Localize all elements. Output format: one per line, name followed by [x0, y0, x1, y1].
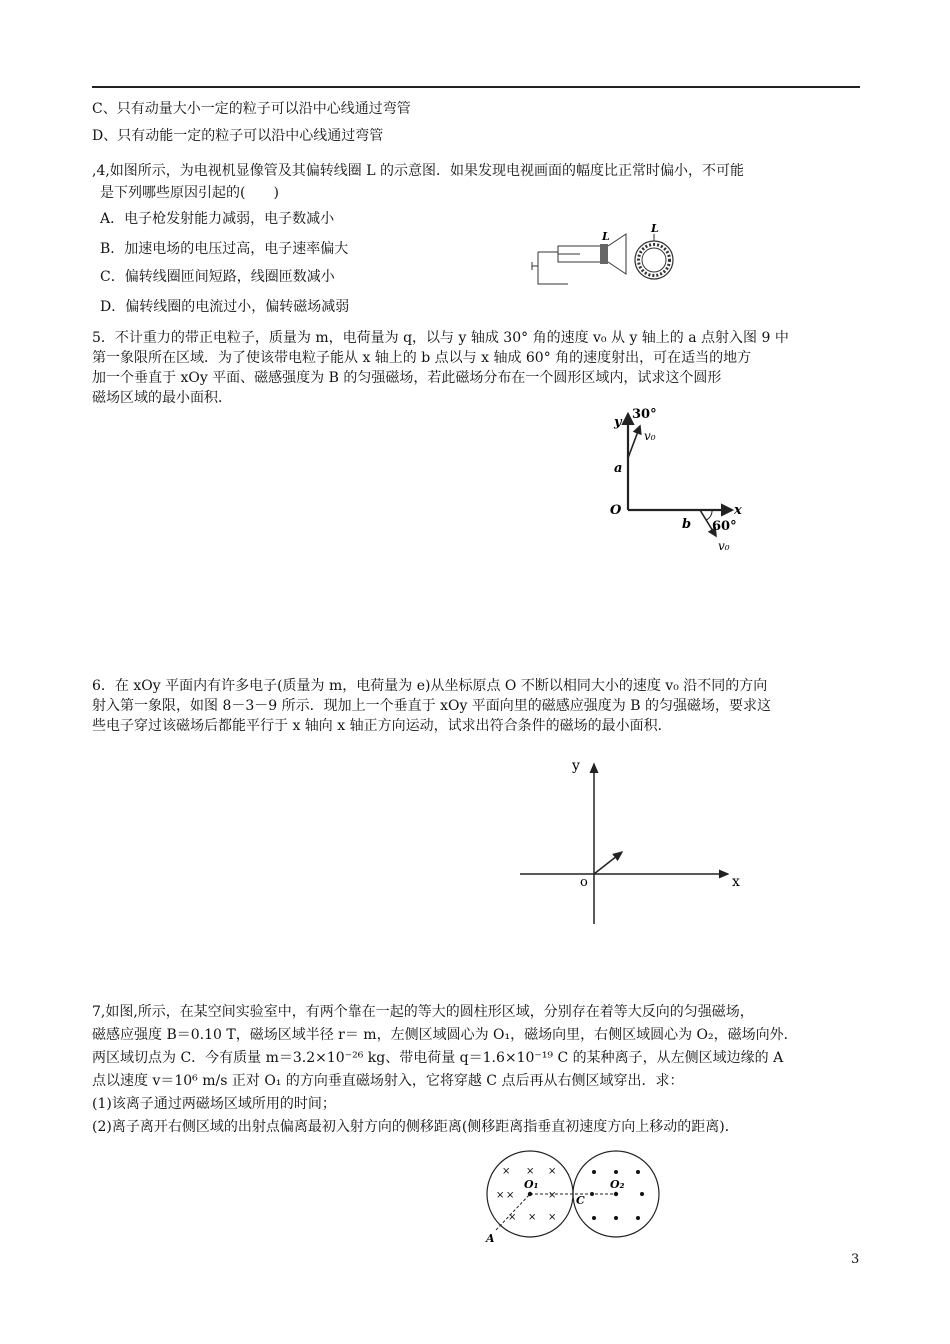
header-rule: [92, 86, 860, 88]
svg-text:×: ×: [548, 1212, 557, 1223]
tv-tube-figure: [530, 222, 690, 302]
gun-circuit: [532, 252, 568, 284]
c-label: C: [576, 1194, 585, 1207]
origin-label: o: [580, 875, 588, 890]
q7-line-1: 7,如图,所示，在某空间实验室中，有两个靠在一起的等大的圆柱形区域，分别存在着等大反向的匀强磁场，: [92, 1004, 754, 1020]
q5-line-1: 5．不计重力的带正电粒子，质量为 m，电荷量为 q，以与 y 轴成 30° 角的速度 v₀ 从 y 轴上的 a 点射入图 9 中: [92, 330, 789, 346]
y-label: y: [614, 415, 622, 430]
q5-line-4: 磁场区域的最小面积．: [92, 390, 232, 406]
q7-line-4: 点以速度 v＝10⁶ m/s 正对 O₁ 的方向垂直磁场射入，它将穿越 C 点后再从右侧区域穿出．求：: [92, 1073, 684, 1089]
q4-option-a: A．电子枪发射能力减弱，电子数减小: [100, 211, 335, 227]
q4-option-d: D．偏转线圈的电流过小，偏转磁场减弱: [100, 299, 350, 315]
q5-line-2: 第一象限所在区域．为了使该带电粒子能从 x 轴上的 b 点以与 x 轴成 60° 角的速度射出，可在适当的地方: [92, 350, 752, 366]
o1-point: [528, 1192, 532, 1196]
q6-line-1: 6．在 xOy 平面内有许多电子(质量为 m，电荷量为 e)从坐标原点 O 不断以相同大小的速度 v₀ 沿不同的方向: [92, 678, 768, 694]
x-label: x: [734, 503, 742, 518]
svg-text:×: ×: [526, 1166, 535, 1177]
q5-line-3: 加一个垂直于 xOy 平面、磁感强度为 B 的匀强磁场，若此磁场分布在一个圆形区域内，试求这个圆形: [92, 370, 722, 386]
point-a-label: a: [614, 461, 623, 476]
coil-ring-outer: [635, 241, 673, 279]
a-label: A: [486, 1232, 495, 1245]
svg-text:×: ×: [502, 1166, 511, 1177]
coil-label-2: L: [651, 222, 659, 235]
q7-line-2: 磁感应强度 B＝0.10 T，磁场区域半径 r＝ m，左侧区域圆心为 O₁，磁场向里，右侧区域圆心为 O₂，磁场向外．: [92, 1027, 798, 1043]
q4-option-b: B．加速电场的电压过高，电子速率偏大: [100, 241, 349, 257]
origin-label: O: [610, 503, 622, 518]
q3-option-c: C、只有动量大小一定的粒子可以沿中心线通过弯管: [92, 101, 411, 117]
o1-label: O₁: [524, 1178, 539, 1191]
q6-figure: [518, 752, 758, 928]
svg-text:×: ×: [548, 1190, 557, 1201]
v0-exit-label: v₀: [718, 539, 730, 553]
q4-stem-line-1: ,4,如图所示，为电视机显像管及其偏转线圈 L 的示意图．如果发现电视画面的幅度比正常时偏小，不可能: [92, 163, 745, 179]
coil-windings: [639, 245, 670, 276]
q5-figure: [600, 402, 760, 562]
point-b-label: b: [682, 517, 692, 532]
page-number: 3: [851, 1252, 860, 1267]
q6-line-2: 射入第一象限，如图 8－3－9 所示．现加上一个垂直于 xOy 平面向里的磁感应强度为 B 的匀强磁场，要求这: [92, 698, 771, 714]
x-label: x: [732, 874, 740, 890]
o2-point: [614, 1192, 618, 1196]
q6-line-3: 些电子穿过该磁场后都能平行于 x 轴向 x 轴正方向运动，试求出符合条件的磁场的最小面积．: [92, 718, 672, 734]
q7-line-5: (1)该离子通过两磁场区域所用的时间；: [92, 1096, 336, 1112]
angle-60-label: 60°: [712, 519, 737, 534]
screen-flare: [608, 234, 626, 274]
coil-ring-inner: [642, 248, 666, 272]
svg-text:×: ×: [496, 1190, 505, 1201]
coil-label-1: L: [602, 230, 610, 243]
v0-entry-label: v₀: [644, 429, 656, 443]
q7-figure: [482, 1146, 666, 1246]
o2-label: O₂: [610, 1178, 625, 1191]
svg-text:×: ×: [508, 1212, 517, 1223]
q4-option-c: C．偏转线圈匝间短路，线圈匝数减小: [100, 269, 335, 285]
q3-option-d: D、只有动能一定的粒子可以沿中心线通过弯管: [92, 128, 384, 144]
q4-stem-line-2: 是下列哪些原因引起的( ): [100, 185, 279, 201]
q7-line-3: 两区域切点为 C．今有质量 m＝3.2×10⁻²⁶ kg、带电荷量 q＝1.6×10⁻¹⁹ C 的某种离子，从左侧区域边缘的 A: [92, 1050, 784, 1066]
y-label: y: [572, 758, 580, 774]
deflection-coil: [600, 244, 608, 264]
v0-entry-arrow: [628, 426, 640, 458]
velocity-arrow: [594, 852, 622, 874]
svg-text:×: ×: [528, 1212, 537, 1223]
q7-line-6: (2)离子离开右侧区域的出射点偏离最初入射方向的侧移距离(侧移距离指垂直初速度方向上移动的距离)．: [92, 1119, 739, 1135]
angle-30-label: 30°: [632, 407, 657, 422]
svg-text:×: ×: [548, 1166, 557, 1177]
svg-text:×: ×: [506, 1190, 515, 1201]
